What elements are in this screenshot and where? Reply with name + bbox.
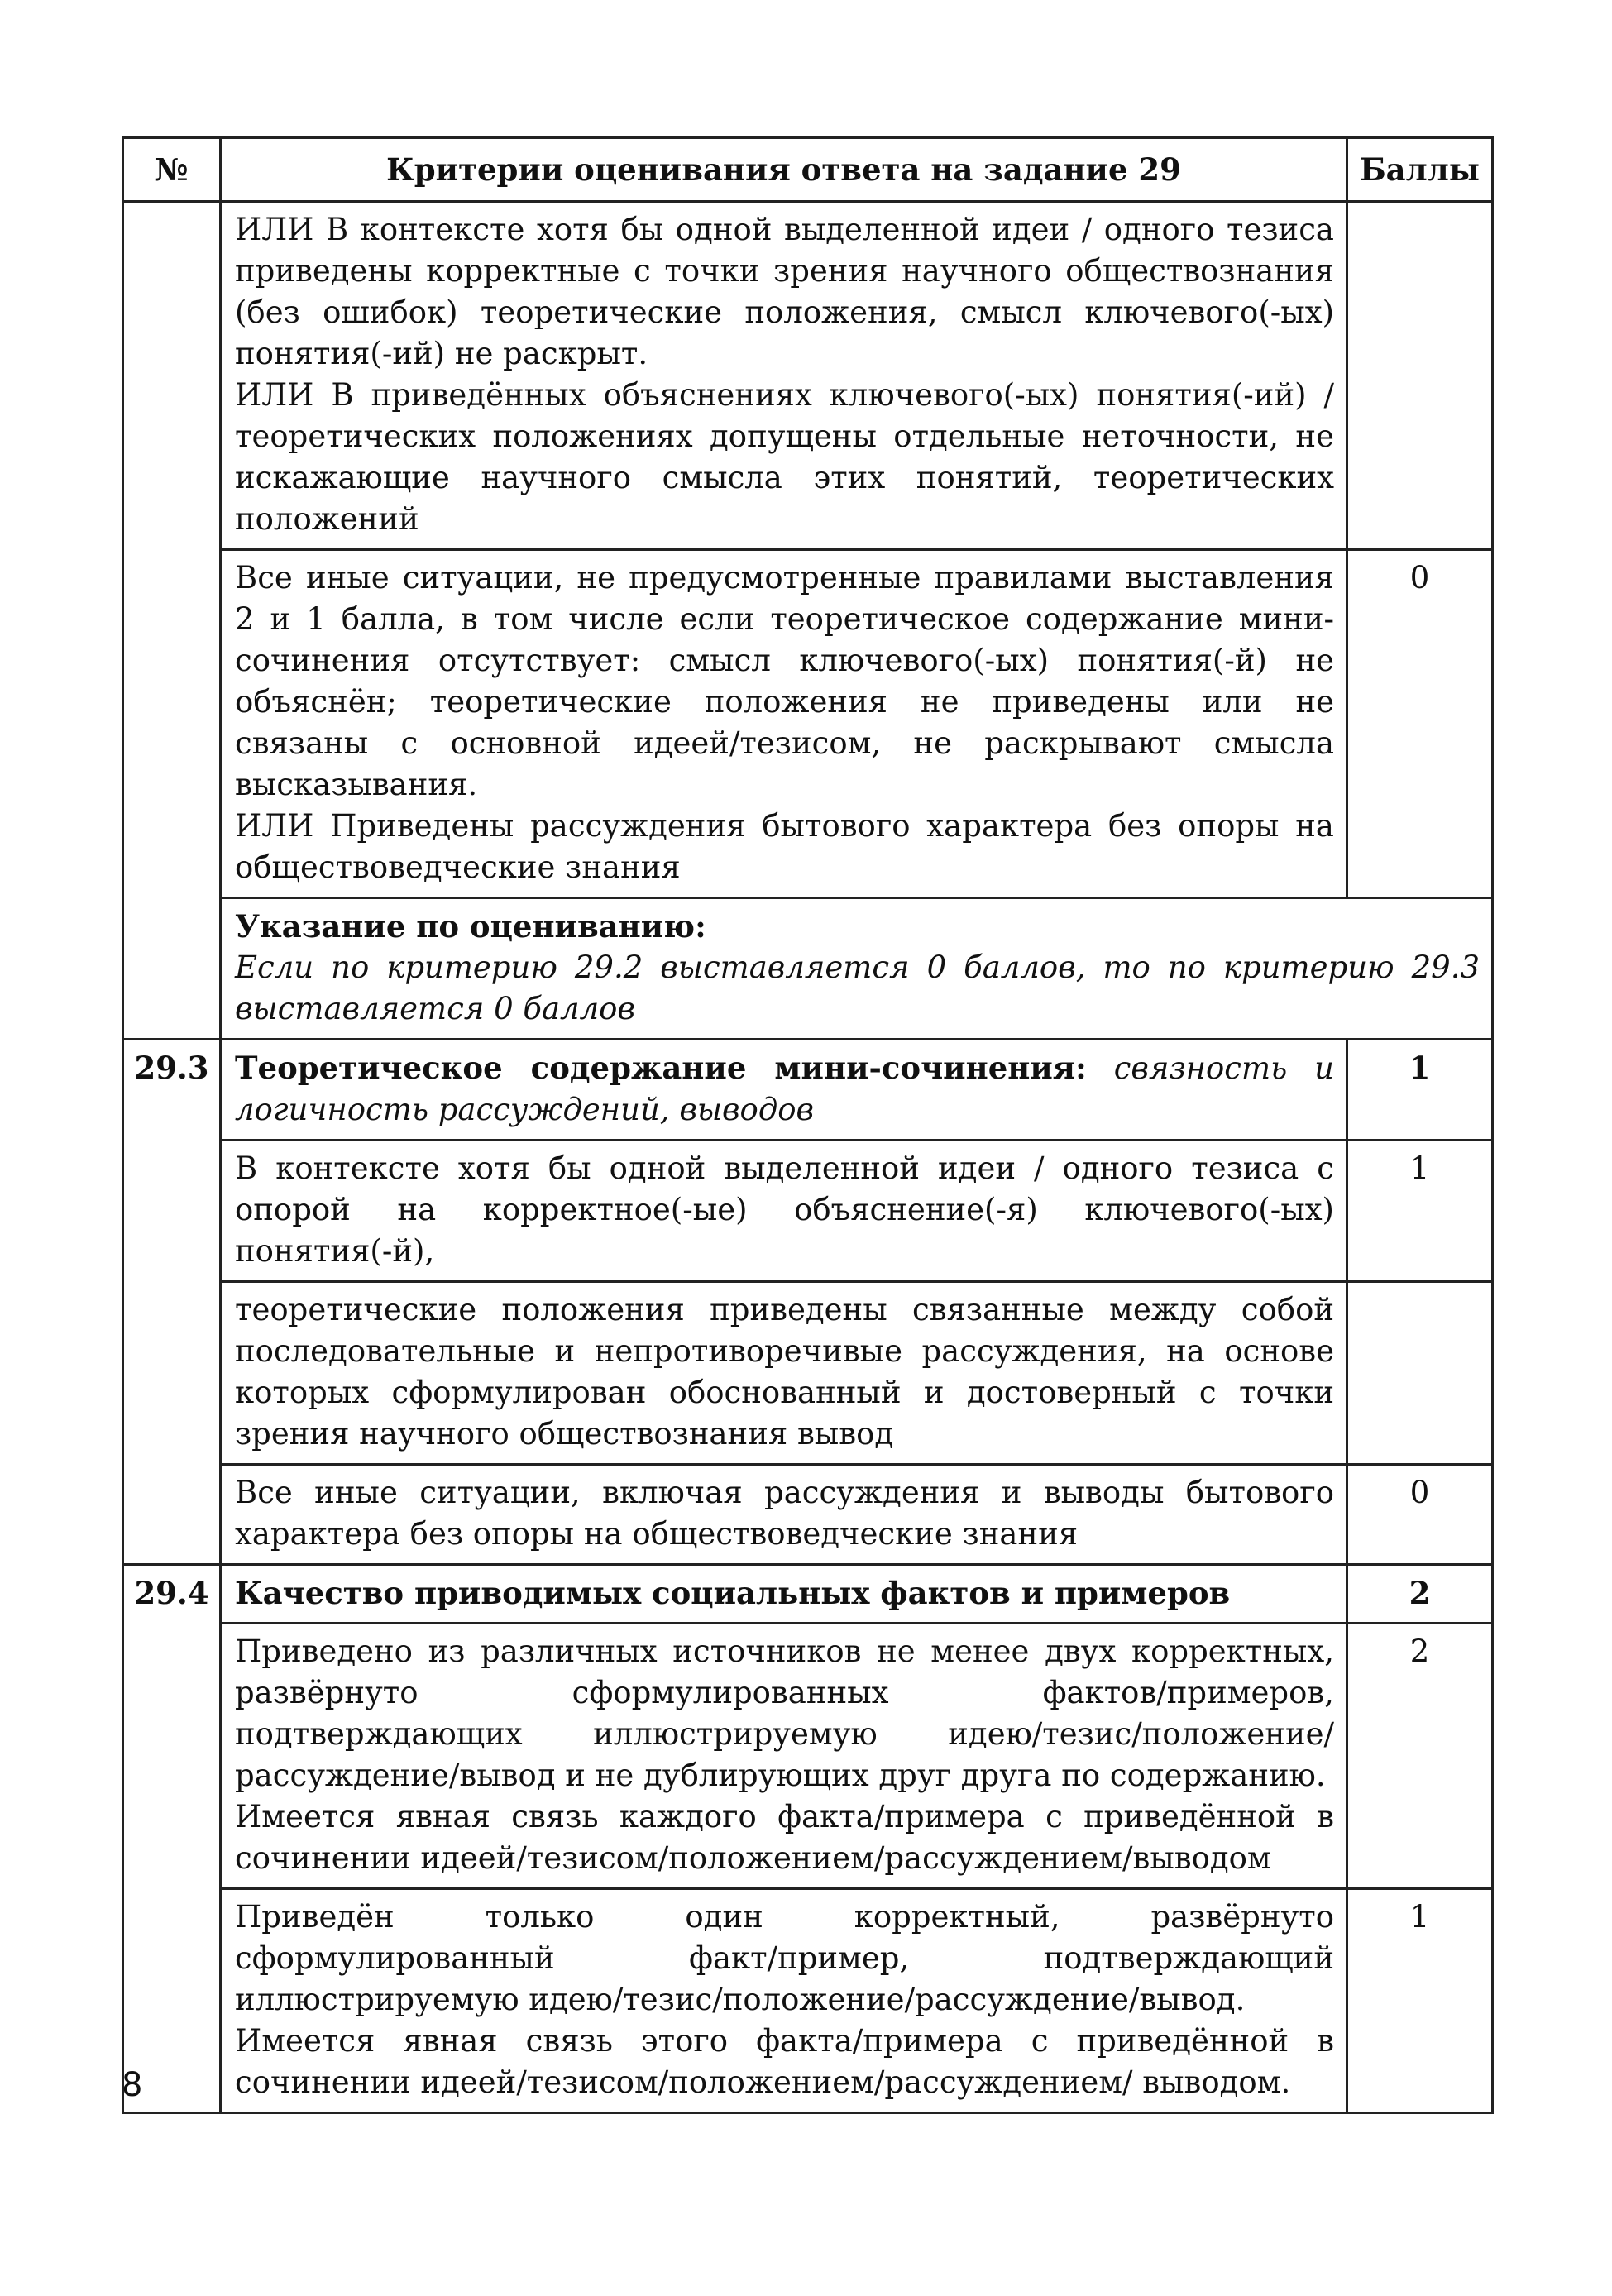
table-row (123, 1624, 1493, 1889)
criteria-text: ИЛИ Приведены рассуждения бытового характера без опоры на обществоведческие знания (235, 808, 1334, 885)
criteria-cell (221, 202, 1347, 550)
score-cell: 0 (1347, 1465, 1493, 1565)
criterion-row-29-4 (123, 1565, 1493, 1624)
header-criteria: Критерии оценивания ответа на задание 29 (221, 138, 1347, 202)
criteria-cell: Все иные ситуации, включая рассуждения и выводы бытового характера без опоры на обществоведческие знания (221, 1465, 1347, 1565)
criteria-cell (221, 1624, 1347, 1889)
num-cell-empty (123, 202, 221, 1040)
criteria-text: ИЛИ В приведённых объяснениях ключевого(-ых) понятия(-ий) / теоретических положениях допущены отдельные неточности, не искажающие научного смысла этих понятий, теоретических положений (235, 377, 1334, 537)
header-score: Баллы (1347, 138, 1493, 202)
score-cell: 0 (1347, 550, 1493, 898)
criteria-text: Имеется явная связь каждого факта/примера с приведённой в сочинении идеей/тезисом/положением/рассуждением/выводом (235, 1799, 1334, 1876)
score-cell: 2 (1347, 1624, 1493, 1889)
criteria-text: ИЛИ В контексте хотя бы одной выделенной идеи / одного тезиса приведены корректные с точки зрения научного обществознания (без ошибок) теоретические положения, смысл ключевого(-ых) понятия(-ий) не раскрыт. (235, 212, 1334, 371)
criterion-title: Теоретическое содержание мини-сочинения: (235, 1050, 1087, 1086)
criteria-cell (221, 550, 1347, 898)
header-num: № (123, 138, 221, 202)
note-text: Если по критерию 29.2 выставляется 0 баллов, то по критерию 29.3 выставляется 0 баллов (235, 949, 1480, 1026)
table-row (123, 1889, 1493, 2113)
criterion-number: 29.3 (123, 1040, 221, 1565)
table-row (123, 1141, 1493, 1282)
table-row (123, 202, 1493, 550)
score-cell: 2 (1347, 1565, 1493, 1624)
table-row (123, 550, 1493, 898)
criteria-text: Все иные ситуации, не предусмотренные правилами выставления 2 и 1 балла, в том числе если теоретическое содержание мини-сочинения отсутствует: смысл ключевого(-ых) понятия(-й) не объяснён; теоретические положения не приведены или не связаны с основной идеей/тезисом, не раскрывают смысла высказывания. (235, 560, 1334, 802)
note-label: Указание по оцениванию: (235, 908, 706, 945)
score-cell: 1 (1347, 1889, 1493, 2113)
criteria-cell (221, 1889, 1347, 2113)
criteria-text: Приведено из различных источников не менее двух корректных, развёрнуто сформулированных фактов/примеров, подтверждающих иллюстрируемую идею/тезис/положение/рассуждение/вывод и не дублирующих друг друга по содержанию. (235, 1634, 1334, 1793)
table-header-row (123, 138, 1493, 202)
table-row (123, 1282, 1493, 1465)
criterion-title-cell (221, 1040, 1347, 1141)
criteria-table (122, 136, 1494, 2114)
criteria-text: Имеется явная связь этого факта/примера с приведённой в сочинении идеей/тезисом/положением/рассуждением/ выводом. (235, 2023, 1334, 2100)
scoring-note (221, 898, 1493, 1040)
score-cell: 1 (1347, 1141, 1493, 1282)
score-cell: 1 (1347, 1040, 1493, 1141)
criteria-cell: В контексте хотя бы одной выделенной идеи / одного тезиса с опорой на корректное(-ые) объяснение(-я) ключевого(-ых) понятия(-й), (221, 1141, 1347, 1282)
criterion-title: Качество приводимых социальных фактов и примеров (221, 1565, 1347, 1624)
criterion-number: 29.4 (123, 1565, 221, 2113)
criterion-title-italic: связность и логичность рассуждений, выводов (235, 1050, 1335, 1127)
page-number: 8 (122, 2066, 143, 2104)
note-row (123, 898, 1493, 1040)
score-cell-empty (1347, 202, 1493, 550)
table-row (123, 1465, 1493, 1565)
criteria-cell: теоретические положения приведены связанные между собой последовательные и непротиворечивые рассуждения, на основе которых сформулирован обоснованный и достоверный с точки зрения научного обществознания вывод (221, 1282, 1347, 1465)
score-cell-empty (1347, 1282, 1493, 1465)
criteria-text: Приведён только один корректный, развёрнуто сформулированный факт/пример, подтверждающий иллюстрируемую идею/тезис/положение/рассуждение/вывод. (235, 1899, 1334, 2017)
criterion-row-29-3 (123, 1040, 1493, 1141)
